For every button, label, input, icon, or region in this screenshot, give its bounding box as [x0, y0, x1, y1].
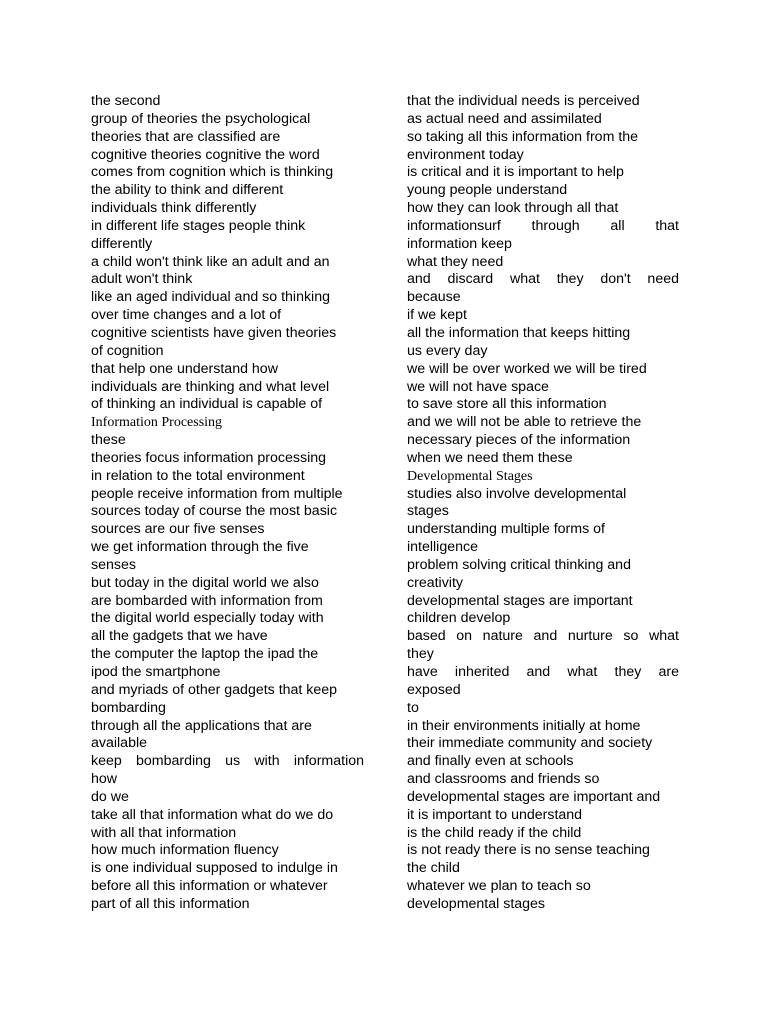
text-line: people receive information from multiple — [91, 485, 343, 502]
text-line: sources are our five senses — [91, 521, 265, 538]
text-line: developmental stages are important and — [407, 788, 661, 805]
section-heading-information-processing: Information Processing — [91, 415, 223, 431]
text-line: take all that information what do we do — [91, 806, 334, 823]
text-line: we will be over worked we will be tired — [407, 360, 647, 377]
text-line: have inherited and what they are — [407, 664, 679, 680]
text-line: based on nature and nurture so what — [407, 628, 679, 645]
text-line: we get information through the five — [91, 539, 309, 556]
text-line: and classrooms and friends so — [407, 771, 600, 788]
text-line: that the individual needs is perceived — [407, 93, 640, 109]
text-line: intelligence — [407, 539, 478, 556]
text-line: of cognition — [91, 342, 164, 359]
text-line: do we — [91, 788, 129, 805]
text-line: informationsurf through all that — [407, 217, 679, 234]
text-line: that help one understand how — [91, 360, 278, 377]
text-line: are bombarded with information from — [91, 592, 323, 609]
text-line: sources today of course the most basic — [91, 503, 338, 520]
right-text-column — [407, 93, 679, 914]
text-line: all the information that keeps hitting — [407, 324, 631, 341]
text-line: in different life stages people think — [91, 217, 306, 234]
text-line: cognitive theories cognitive the word — [91, 146, 320, 163]
text-line: the ability to think and different — [91, 182, 284, 199]
text-line: senses — [91, 556, 136, 573]
text-line: young people understand — [407, 182, 568, 199]
text-line: studies also involve developmental — [407, 485, 627, 502]
text-line: over time changes and a lot of — [91, 307, 282, 324]
text-line: through all the applications that are — [91, 717, 312, 734]
text-line: and discard what they don't need — [407, 271, 679, 288]
text-line: stages — [407, 503, 449, 520]
text-line: environment today — [407, 146, 524, 163]
text-line: how much information fluency — [91, 842, 279, 859]
text-line: to — [407, 699, 419, 716]
text-line: the child — [407, 860, 460, 877]
text-line: if we kept — [407, 307, 467, 324]
text-line: and myriads of other gadgets that keep — [91, 681, 338, 698]
text-line: individuals think differently — [91, 200, 257, 217]
text-line: how — [91, 771, 118, 788]
text-line: children develop — [407, 610, 511, 627]
text-line: keep bombarding us with information — [91, 753, 364, 770]
text-line: to save store all this information — [407, 396, 607, 413]
text-line: what they need — [407, 253, 504, 270]
text-line: they — [407, 646, 434, 663]
text-line: a child won't think like an adult and an — [91, 253, 330, 270]
text-line: exposed — [407, 681, 461, 698]
text-line: differently — [91, 235, 153, 252]
text-line: developmental stages — [407, 895, 546, 912]
text-line: necessary pieces of the information — [407, 432, 631, 449]
text-line: the second — [91, 93, 161, 109]
text-line: individuals are thinking and what level — [91, 378, 330, 395]
text-line: ipod the smartphone — [91, 664, 221, 680]
text-line: information keep — [407, 235, 512, 252]
text-line: is the child ready if the child — [407, 824, 582, 841]
text-line: in relation to the total environment — [91, 467, 305, 484]
text-line: when we need them these — [407, 449, 573, 466]
text-line: is one individual supposed to indulge in — [91, 860, 338, 877]
text-line: creativity — [407, 574, 463, 591]
text-line: comes from cognition which is thinking — [91, 164, 334, 181]
text-line: we will not have space — [407, 378, 549, 395]
text-line: so taking all this information from the — [407, 128, 639, 145]
text-line: because — [407, 289, 461, 306]
text-line: developmental stages are important — [407, 592, 633, 609]
text-line: like an aged individual and so thinking — [91, 289, 330, 306]
text-line: and we will not be able to retrieve the — [407, 414, 642, 431]
text-line: in their environments initially at home — [407, 717, 641, 734]
text-line: but today in the digital world we also — [91, 574, 319, 591]
text-line: of thinking an individual is capable of — [91, 396, 323, 413]
text-line: group of theories the psychological — [91, 110, 311, 127]
text-line: cognitive scientists have given theories — [91, 324, 337, 341]
text-line: us every day — [407, 342, 488, 359]
text-line: adult won't think — [91, 271, 193, 288]
text-line: problem solving critical thinking and — [407, 556, 631, 573]
text-line: as actual need and assimilated — [407, 110, 602, 127]
text-line: available — [91, 735, 148, 752]
text-line: the digital world especially today with — [91, 610, 324, 627]
text-line: is not ready there is no sense teaching — [407, 842, 650, 859]
text-line: is critical and it is important to help — [407, 164, 624, 181]
text-line: the computer the laptop the ipad the — [91, 646, 319, 663]
text-line: before all this information or whatever — [91, 878, 328, 895]
text-line: and finally even at schools — [407, 753, 574, 770]
text-line: all the gadgets that we have — [91, 628, 268, 645]
left-text-column — [91, 93, 364, 914]
text-line: theories focus information processing — [91, 449, 327, 466]
text-line: with all that information — [91, 824, 237, 841]
section-heading-developmental-stages: Developmental Stages — [407, 468, 533, 484]
text-line: theories that are classified are — [91, 128, 281, 145]
text-line: how they can look through all that — [407, 200, 619, 217]
text-line: understanding multiple forms of — [407, 521, 605, 538]
text-line: these — [91, 432, 126, 449]
text-line: whatever we plan to teach so — [407, 878, 591, 895]
text-line: their immediate community and society — [407, 735, 653, 752]
text-line: it is important to understand — [407, 806, 583, 823]
text-line: part of all this information — [91, 895, 250, 912]
text-line: bombarding — [91, 699, 166, 716]
